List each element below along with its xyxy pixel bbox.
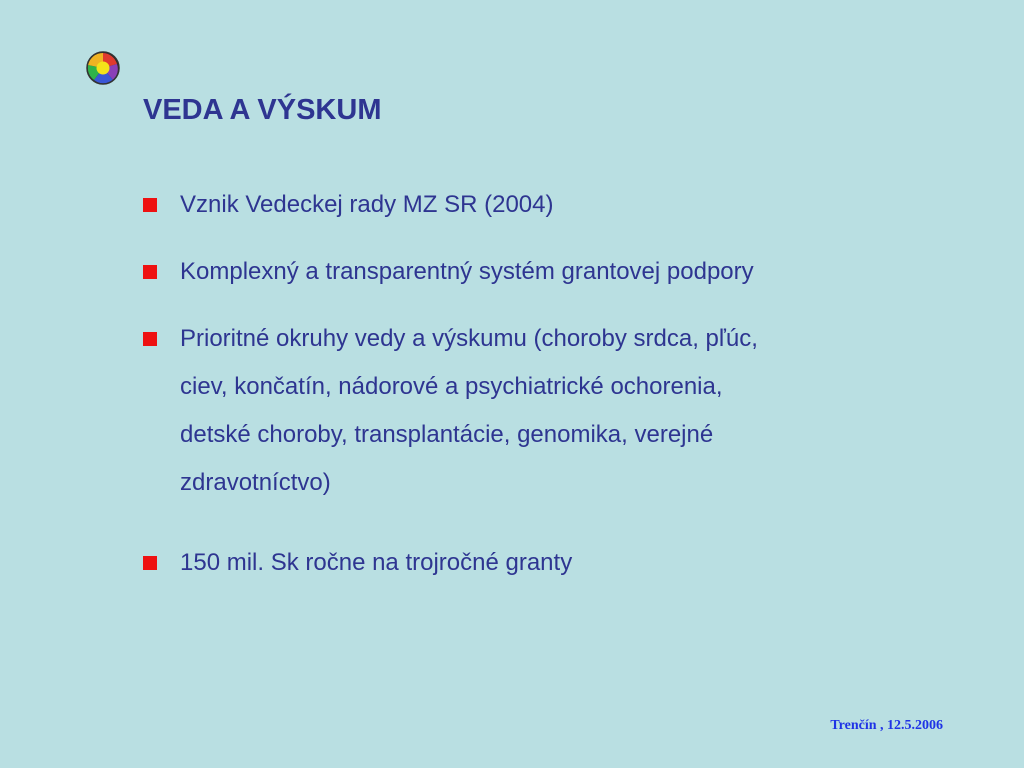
- bullet-square-icon: [143, 198, 157, 212]
- colorful-puzzle-ball-icon: [86, 51, 120, 85]
- bullet-square-icon: [143, 332, 157, 346]
- bullet-text: 150 mil. Sk ročne na trojročné granty: [180, 549, 573, 576]
- bullet-text: Prioritné okruhy vedy a výskumu (choroby srdca, pľúc, ciev, končatín, nádorové a psychiatrické ochorenia, detské choroby, transplantácie, genomika, verejné zdravotníctvo): [180, 325, 758, 496]
- bullet-square-icon: [143, 265, 157, 279]
- footer-location-date: Trenčín , 12.5.2006: [830, 718, 943, 733]
- bullet-square-icon: [143, 556, 157, 570]
- bullet-text: Komplexný a transparentný systém grantovej podpory: [180, 258, 754, 285]
- slide-title: VEDA A VÝSKUM: [143, 94, 382, 126]
- bullet-text: Vznik Vedeckej rady MZ SR (2004): [180, 191, 554, 218]
